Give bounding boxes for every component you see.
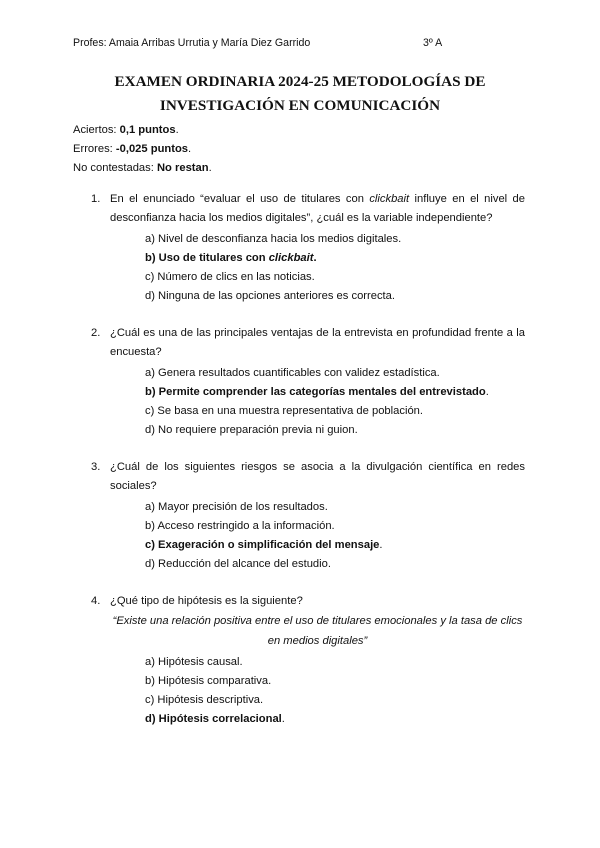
- answer-options: [145, 498, 525, 574]
- question-3: [73, 458, 525, 574]
- question-1: [73, 190, 525, 306]
- option-d: d) No requiere preparación previa ni guion.: [145, 424, 358, 436]
- question-text: ¿Cuál de los siguientes riesgos se asocia a la divulgación científica en redes sociales?: [110, 461, 525, 492]
- option-d: d) Reducción del alcance del estudio.: [145, 558, 331, 570]
- option-a: a) Nivel de desconfianza hacia los medios digitales.: [145, 233, 402, 245]
- option-b-correct: b) Uso de titulares con clickbait.: [145, 252, 317, 264]
- option-c: c) Hipótesis descriptiva.: [145, 694, 264, 706]
- option-c: c) Número de clics en las noticias.: [145, 271, 315, 283]
- exam-title: [60, 70, 540, 118]
- answer-options: [145, 653, 525, 729]
- scoring-correct: Aciertos: 0,1 puntos.: [73, 124, 179, 136]
- option-b-correct: b) Permite comprender las categorías mentales del entrevistado.: [145, 386, 489, 398]
- professors-line: Profes: Amaia Arribas Urrutia y María Diez Garrido: [73, 37, 311, 49]
- answer-options: [145, 230, 525, 306]
- question-text: ¿Qué tipo de hipótesis es la siguiente?: [110, 595, 303, 607]
- option-a: a) Mayor precisión de los resultados.: [145, 501, 328, 513]
- question-number: 3.: [91, 461, 101, 473]
- question-2: [73, 324, 525, 440]
- scoring-blank: No contestadas: No restan.: [73, 162, 212, 174]
- option-b: b) Acceso restringido a la información.: [145, 520, 335, 532]
- hypothesis-quote: “Existe una relación positiva entre el uso de titulares emocionales y la tasa de clics en medios digitales”: [112, 615, 523, 647]
- question-number: 1.: [91, 193, 101, 205]
- option-c-correct: c) Exageración o simplificación del mensaje.: [145, 539, 383, 551]
- title-line-2: INVESTIGACIÓN EN COMUNICACIÓN: [159, 97, 441, 114]
- question-number: 2.: [91, 327, 101, 339]
- scoring-wrong: Errores: -0,025 puntos.: [73, 143, 192, 155]
- question-text: ¿Cuál es una de las principales ventajas de la entrevista en profundidad frente a la encuesta?: [110, 327, 525, 358]
- answer-options: [145, 364, 525, 440]
- scoring-rules: [73, 121, 212, 178]
- option-d-correct: d) Hipótesis correlacional.: [145, 713, 285, 725]
- group-label: 3º A: [423, 37, 443, 49]
- option-c: c) Se basa en una muestra representativa de población.: [145, 405, 423, 417]
- option-a: a) Genera resultados cuantificables con validez estadística.: [145, 367, 440, 379]
- question-list: [73, 190, 525, 747]
- title-line-1: EXAMEN ORDINARIA 2024-25 METODOLOGÍAS DE: [114, 73, 486, 90]
- option-d: d) Ninguna de las opciones anteriores es correcta.: [145, 290, 395, 302]
- option-a: a) Hipótesis causal.: [145, 656, 243, 668]
- question-4: [73, 592, 525, 729]
- question-number: 4.: [91, 595, 101, 607]
- option-b: b) Hipótesis comparativa.: [145, 675, 272, 687]
- question-text: En el enunciado “evaluar el uso de titulares con clickbait influye en el nivel de desconfianza hacia los medios digitales”, ¿cuál es la variable independiente?: [110, 193, 525, 224]
